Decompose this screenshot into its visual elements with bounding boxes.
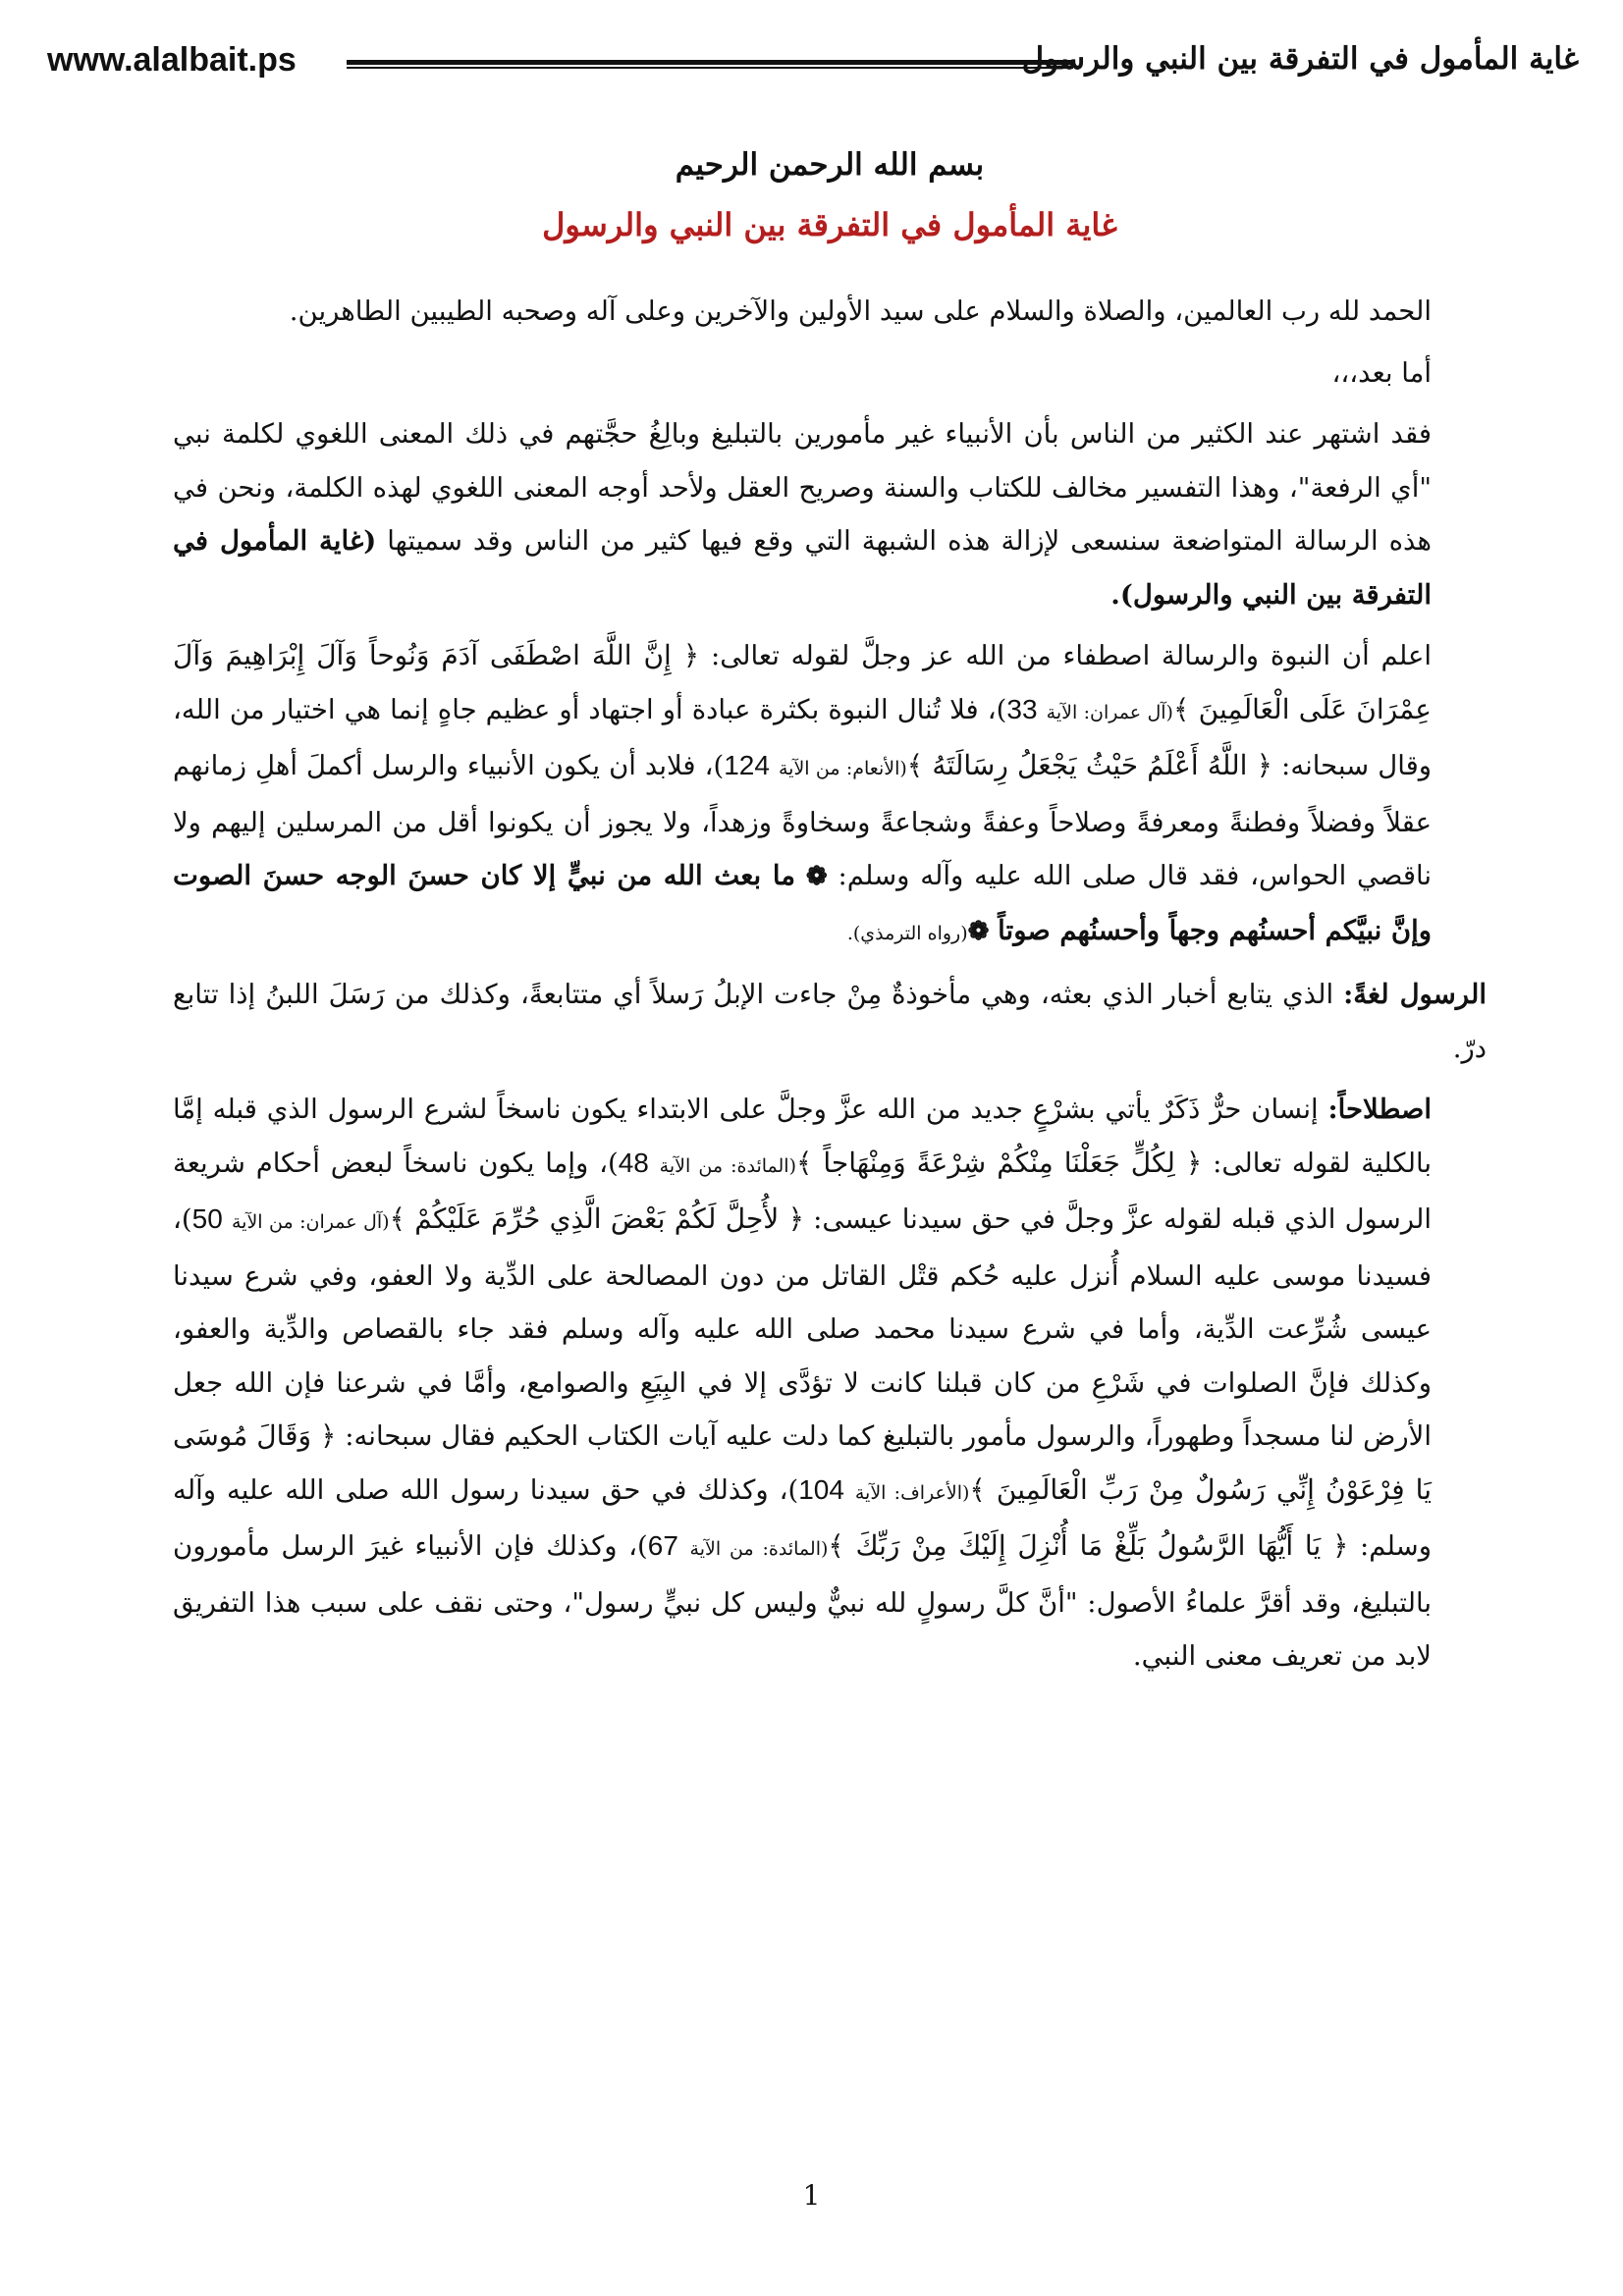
term-label: اصطلاحاً: xyxy=(1327,1094,1432,1125)
intro-text: فقد اشتهر عند الكثير من الناس بأن الأنبياء غير مأمورين بالتبليغ وبالِغُ حجَّتهم في ذلك المعنى اللغوي لكلمة نبي "أي الرفعة"، وهذا التفسير مخالف للكتاب والسنة وصريح العقل ولأحد أوجه المعنى اللغوي لهذه الكلمة، ونحن في هذه الرسالة المتواضعة سنسعى لإزالة هذه الشبهة التي وقع فيها كثير من الناس وقد سميتها xyxy=(173,418,1432,557)
verse-number: 67 xyxy=(647,1530,678,1561)
hadith-close-mark: ❁ xyxy=(967,916,990,946)
hadith-open-mark: ❁ xyxy=(805,862,828,891)
verse-number: 104 xyxy=(798,1473,844,1505)
text-segment: اعلم أن النبوة والرسالة اصطفاء من الله عز وجلَّ لقوله تعالى: xyxy=(699,640,1432,671)
text-segment: ، وإما يكون ناسخاً لبعض أحكام شريعة الرسول الذي قبله لقوله عزَّ وجلَّ في حق سيدنا عيسى: xyxy=(173,1147,1432,1235)
quran-verse: ﴿ إِنَّ اللَّهَ اصْطَفَى آدَمَ وَنُوحاً وَآلَ إِبْرَاهِيمَ وَآلَ عِمْرَانَ عَلَى الْعَالَمِينَ ﴾ xyxy=(173,639,1432,725)
paragraph-rasul-lexical xyxy=(173,968,1487,1075)
quran-verse: ﴿ اللَّهُ أَعْلَمُ حَيْثُ يَجْعَلُ رِسَالَتَهُ ﴾ xyxy=(906,749,1273,781)
paragraph-introduction xyxy=(173,407,1487,621)
hadith-reference: (رواه الترمذي). xyxy=(846,922,968,944)
verse-number: 48 xyxy=(618,1147,649,1178)
verse-number: 124 xyxy=(724,750,770,780)
document-body xyxy=(173,147,1487,1683)
basmala: بسم الله الرحمن الرحيم xyxy=(675,147,985,183)
quran-verse: ﴿ لأُحِلَّ لَكُمْ بَعْضَ الَّذِي حُرِّمَ عَلَيْكُمْ ﴾ xyxy=(389,1202,804,1235)
verse-number: 50 xyxy=(191,1203,223,1234)
text-segment: ، وكذلك في حق سيدنا رسول الله صلى الله عليه وآله وسلم: xyxy=(173,1473,1432,1562)
paragraph-hamd: الحمد لله رب العالمين، والصلاة والسلام على سيد الأولين والآخرين وعلى آله وصحبه الطيبين الطاهرين. xyxy=(289,295,1432,327)
page-header xyxy=(47,39,1579,88)
hadith-text: ما بعث الله من نبيٍّ إلا كان حسنَ الوجه حسنَ الصوت وإنَّ نبيَّكم أحسنُهم وجهاً وأحسنُهم صوتاً xyxy=(173,860,1432,946)
quran-verse: ﴿ يَا أَيُّهَا الرَّسُولُ بَلِّغْ مَا أُنْزِلَ إِلَيْكَ مِنْ رَبِّكَ ﴾ xyxy=(828,1529,1349,1562)
quran-verse: ﴿ وَقَالَ مُوسَى يَا فِرْعَوْنُ إِنِّي رَسُولٌ مِنْ رَبِّ الْعَالَمِينَ ﴾ xyxy=(173,1419,1432,1506)
treatise-title-bold: (غاية المأمول في التفرقة بين النبي والرسول). xyxy=(173,525,1432,611)
definition-text: الذي يتابع أخبار الذي بعثه، وهي مأخوذةٌ مِنْ جاءت الإبلُ رَسلاً أي متتابعةً، وكذلك من رَسَلَ اللبنُ إذا تتابع درّ. xyxy=(173,979,1487,1064)
verse-reference: (الأعراف: الآية xyxy=(854,1481,970,1504)
text-segment: ، وكذلك فإن الأنبياء غيرَ الرسل مأمورون بالتبليغ، وقد أقرَّ علماءُ الأصول: "أنَّ كلَّ رسولٍ لله نبيٌّ وليس كل نبيٍّ رسول"، وحتى نقف على سبب هذا التفريق لابد من تعريف معنى النبي. xyxy=(173,1530,1432,1672)
text-segment: ، فلا تُنال النبوة بكثرة عبادة أو اجتهاد أو عظيم جاهٍ إنما هي اختيار من الله، وقال سبحانه: xyxy=(173,693,1433,781)
document-title: غاية المأمول في التفرقة بين النبي والرسول xyxy=(542,206,1117,243)
verse-number: 33 xyxy=(1006,693,1038,724)
verse-reference: (المائدة: من الآية xyxy=(689,1538,829,1560)
paragraph-amma-bad: أما بعد،،، xyxy=(1331,356,1432,389)
verse-reference: (الأنعام: من الآية xyxy=(778,758,907,779)
paragraph-rasul-technical: اصطلاحاً: إنسان حرٌّ ذَكَرٌ يأتي بشرْعٍ جديد من الله عزَّ وجلَّ على الابتداء يكون ناسخاً لشرع الرسول الذي قبله إمَّا بالكلية لقوله تعالى: ﴿ لِكُلٍّ جَعَلْنَا مِنْكُمْ شِرْعَةً وَمِنْهَاجاً ﴾(المائدة: من الآية 48)، وإما يكون ناسخاً لبعض أحكام شريعة الرسول الذي قبله لقوله عزَّ وجلَّ في حق سيدنا عيسى: ﴿ لأُحِلَّ لَكُمْ بَعْضَ الَّذِي حُرِّمَ عَلَيْكُمْ ﴾(آل عمران: من الآية 50)، فسيدنا موسى عليه السلام أُنزل عليه حُكم قتْل القاتل من دون المصالحة على الدِّية ولا العفو، وفي شرع سيدنا عيسى شُرِّعت الدِّية، وأما في شرع سيدنا محمد صلى الله عليه وآله وسلم فقد جاء بالقصاص والدِّية والعفو، وكذلك فإنَّ الصلوات في شَرْعِ من كان قبلنا كانت لا تؤدَّى إلا في البِيَعِ والصوامع، وأمَّا في شرعنا فإن الله جعل الأرض لنا مسجداً وطهوراً، والرسول مأمور بالتبليغ كما دلت عليه آيات الكتاب الحكيم فقال سبحانه: ﴿ وَقَالَ مُوسَى يَا فِرْعَوْنُ إِنِّي رَسُولٌ مِنْ رَبِّ الْعَالَمِينَ ﴾(الأعراف: الآية 104)، وكذلك في حق سيدنا رسول الله صلى الله عليه وآله وسلم: ﴿ يَا أَيُّهَا الرَّسُولُ بَلِّغْ مَا أُنْزِلَ إِلَيْكَ مِنْ رَبِّكَ ﴾(المائدة: من الآية 67)، وكذلك فإن الأنبياء غيرَ الرسل مأمورون بالتبليغ، وقد أقرَّ علماءُ الأصول: "أنَّ كلَّ رسولٍ لله نبيٌّ وليس كل نبيٍّ رسول"، وحتى نقف على سبب هذا التفريق لابد من تعريف معنى النبي. xyxy=(173,1094,1432,1672)
page-number: 1 xyxy=(802,2179,821,2212)
verse-reference: (آل عمران: الآية xyxy=(1046,701,1173,723)
verse-reference: (آل عمران: من الآية xyxy=(231,1211,390,1233)
running-title: غاية المأمول في التفرقة بين النبي والرسول xyxy=(1021,41,1579,77)
site-url[interactable]: www.alalbait.ps xyxy=(47,41,297,79)
paragraph-selection: اعلم أن النبوة والرسالة اصطفاء من الله عز وجلَّ لقوله تعالى: ﴿ إِنَّ اللَّهَ اصْطَفَى آدَمَ وَنُوحاً وَآلَ إِبْرَاهِيمَ وَآلَ عِمْرَانَ عَلَى الْعَالَمِينَ ﴾(آل عمران: الآية 33)، فلا تُنال النبوة بكثرة عبادة أو اجتهاد أو عظيم جاهٍ إنما هي اختيار من الله، وقال سبحانه: ﴿ اللَّهُ أَعْلَمُ حَيْثُ يَجْعَلُ رِسَالَتَهُ ﴾(الأنعام: من الآية 124)، فلابد أن يكون الأنبياء والرسل أكملَ أهلِ زمانهم عقلاً وفضلاً وفطنةً ومعرفةً وصلاحاً وعفةً وشجاعةً وسخاوةً وزهداً، ولا يجوز أن يكونوا أقل من المرسلين إليهم ولا ناقصي الحواس، فقد قال صلى الله عليه وآله وسلم: ❁ ما بعث الله من نبيٍّ إلا كان حسنَ الوجه حسنَ الصوت وإنَّ نبيَّكم أحسنُهم وجهاً وأحسنُهم صوتاً ❁(رواه الترمذي). xyxy=(173,639,1433,946)
header-rule xyxy=(347,60,1073,69)
quran-verse: ﴿ لِكُلٍّ جَعَلْنَا مِنْكُمْ شِرْعَةً وَمِنْهَاجاً ﴾ xyxy=(796,1146,1203,1179)
verse-reference: (المائدة: من الآية xyxy=(659,1154,796,1177)
text-segment: ، فلابد أن يكون الأنبياء والرسل أكملَ أهلِ زمانهم عقلاً وفضلاً وفطنةً ومعرفةً وصلاحاً وعفةً وشجاعةً وسخاوةً وزهداً، ولا يجوز أن يكونوا أقل من المرسلين إليهم ولا ناقصي الحواس، فقد قال صلى الله عليه وآله وسلم: xyxy=(173,750,1432,891)
text-segment: ، فسيدنا موسى عليه السلام أُنزل عليه حُكم قتْل القاتل من دون المصالحة على الدِّية ولا العفو، وفي شرع سيدنا عيسى شُرِّعت الدِّية، وأما في شرع سيدنا محمد صلى الله عليه وآله وسلم فقد جاء بالقصاص والدِّية والعفو، وكذلك فإنَّ الصلوات في شَرْعِ من كان قبلنا كانت لا تؤدَّى إلا في البِيَعِ والصوامع، وأمَّا في شرعنا فإن الله جعل الأرض لنا مسجداً وطهوراً، والرسول مأمور بالتبليغ كما دلت عليه آيات الكتاب الحكيم فقال سبحانه: xyxy=(173,1203,1432,1452)
term-label: الرسول لغةً: xyxy=(1343,979,1487,1010)
text-segment: إنسان حرٌّ ذَكَرٌ يأتي بشرْعٍ جديد من الله عزَّ وجلَّ على الابتداء يكون ناسخاً لشرع الرسول الذي قبله إمَّا بالكلية لقوله تعالى: xyxy=(173,1094,1432,1179)
